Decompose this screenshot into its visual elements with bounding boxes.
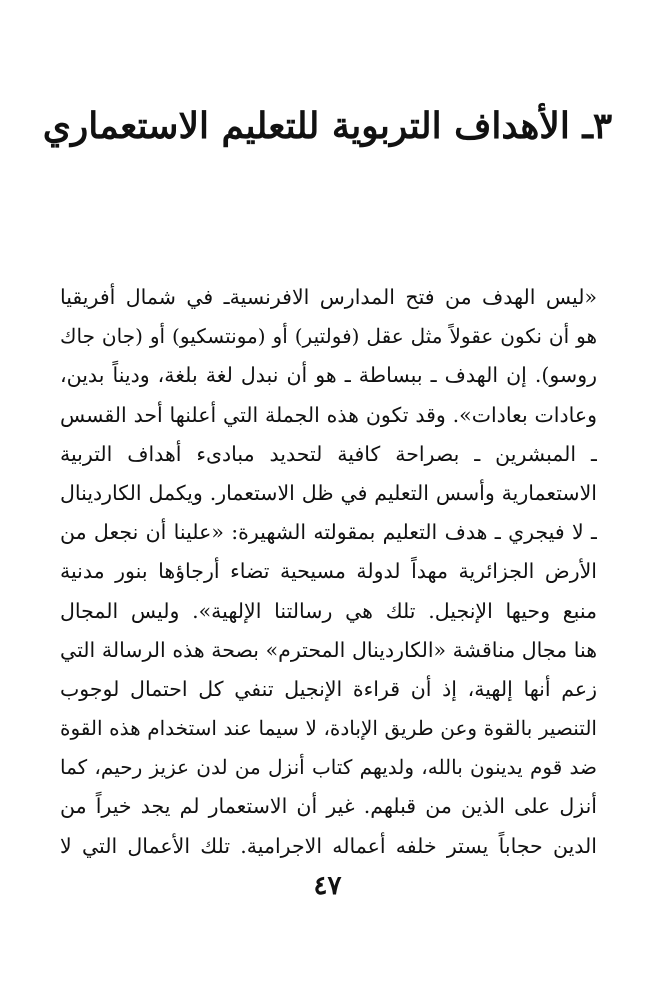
text-line: وعادات بعادات». وقد تكون هذه الجملة التي أعلنها أحد القسس bbox=[60, 402, 597, 427]
text-line: «ليس الهدف من فتح المدارس الافرنسيةـ في شمال أفريقيا bbox=[60, 285, 597, 309]
text-line: الأرض الجزائرية مهداً لدولة مسيحية تضاء أرجاؤها بنور مدنية bbox=[60, 559, 597, 584]
text-line: هو أن نكون عقولاً مثل عقل (فولتير) أو (مونتسكيو) أو (جان جاك bbox=[60, 324, 597, 349]
text-line: الدين حجاباً يستر خلفه أعماله الاجرامية. تلك الأعمال التي لا bbox=[60, 833, 597, 858]
text-line: منبع وحيها الإنجيل. تلك هي رسالتنا الإلهية». وليس المجال bbox=[60, 598, 597, 623]
text-line: روسو). إن الهدف ـ ببساطة ـ هو أن نبدل لغة بلغة، وديناً بدين، bbox=[60, 363, 597, 388]
chapter-title: ٣ـ الأهداف التربوية للتعليم الاستعماري bbox=[42, 105, 613, 147]
text-line: التنصير بالقوة وعن طريق الإبادة، لا سيما عند استخدام هذه القوة bbox=[60, 716, 597, 741]
text-line: زعم أنها إلهية، إذ أن قراءة الإنجيل تنفي كل احتمال لوجوب bbox=[60, 676, 597, 701]
text-line: ـ لا فيجري ـ هدف التعليم بمقولته الشهيرة: «علينا أن نجعل من bbox=[60, 520, 597, 545]
text-line: أنزل على الذين من قبلهم. غير أن الاستعمار لم يجد خيراً من bbox=[60, 794, 597, 819]
text-line: ـ المبشرين ـ بصراحة كافية لتحديد مبادىء أهداف التربية bbox=[60, 441, 597, 466]
text-line: الاستعمارية وأسس التعليم في ظل الاستعمار. ويكمل الكاردينال bbox=[60, 480, 597, 505]
text-line: هنا مجال مناقشة «الكاردينال المحترم» بصحة هذه الرسالة التي bbox=[60, 637, 597, 662]
body-text bbox=[60, 278, 597, 866]
text-line: ضد قوم يدينون بالله، ولديهم كتاب أنزل من لدن عزيز رحيم، كما bbox=[60, 755, 597, 780]
page-number: ٤٧ bbox=[313, 871, 342, 901]
